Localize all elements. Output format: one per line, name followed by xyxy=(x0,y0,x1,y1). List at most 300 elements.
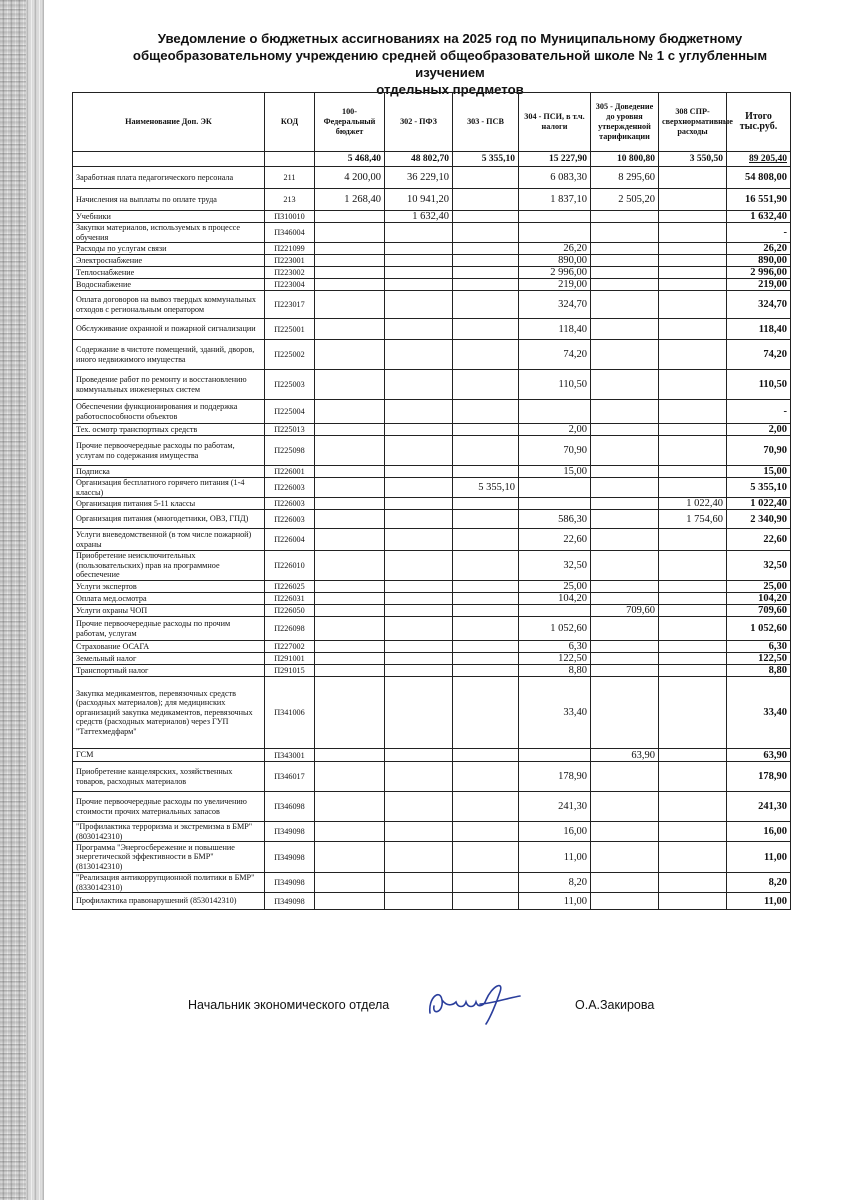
row-c100 xyxy=(315,243,385,255)
row-total: 1 022,40 xyxy=(727,498,791,510)
row-c302 xyxy=(385,641,453,653)
row-c305 xyxy=(591,466,659,478)
row-c100 xyxy=(315,400,385,424)
table-row xyxy=(73,762,791,792)
row-c100 xyxy=(315,792,385,822)
row-c308 xyxy=(659,167,727,189)
row-c305 xyxy=(591,873,659,893)
row-c100 xyxy=(315,593,385,605)
row-code: П349098 xyxy=(265,873,315,893)
row-c308 xyxy=(659,466,727,478)
row-c100: 4 200,00 xyxy=(315,167,385,189)
row-c303 xyxy=(453,255,519,267)
row-c303 xyxy=(453,893,519,910)
row-c304: 122,50 xyxy=(519,653,591,665)
header-code: КОД xyxy=(265,93,315,152)
row-c100 xyxy=(315,255,385,267)
table-header-row xyxy=(73,93,791,152)
row-c302 xyxy=(385,243,453,255)
row-c308 xyxy=(659,893,727,910)
row-code: П223002 xyxy=(265,267,315,279)
row-c305: 63,90 xyxy=(591,749,659,762)
row-c302 xyxy=(385,478,453,498)
totals-c308: 3 550,50 xyxy=(659,152,727,167)
row-c100 xyxy=(315,893,385,910)
row-total: 15,00 xyxy=(727,466,791,478)
row-c302 xyxy=(385,223,453,243)
row-code: П226031 xyxy=(265,593,315,605)
row-name: Профилактика правонарушений (8530142310) xyxy=(73,893,265,910)
table-row xyxy=(73,370,791,400)
row-c308 xyxy=(659,653,727,665)
table-row xyxy=(73,255,791,267)
row-total: 16,00 xyxy=(727,822,791,842)
row-c100 xyxy=(315,605,385,617)
row-c305 xyxy=(591,279,659,291)
row-code: 211 xyxy=(265,167,315,189)
row-c100 xyxy=(315,370,385,400)
row-c302: 36 229,10 xyxy=(385,167,453,189)
row-c305 xyxy=(591,510,659,529)
totals-c302: 48 802,70 xyxy=(385,152,453,167)
table-row xyxy=(73,617,791,641)
row-code: П226004 xyxy=(265,529,315,551)
row-c305 xyxy=(591,267,659,279)
row-code: 213 xyxy=(265,189,315,211)
row-c304: 8,80 xyxy=(519,665,591,677)
row-c305: 709,60 xyxy=(591,605,659,617)
row-total: 25,00 xyxy=(727,581,791,593)
row-c304: 33,40 xyxy=(519,677,591,749)
row-c100 xyxy=(315,641,385,653)
row-c308 xyxy=(659,762,727,792)
document-title xyxy=(110,30,790,98)
row-c305 xyxy=(591,498,659,510)
row-c303 xyxy=(453,677,519,749)
row-c308 xyxy=(659,605,727,617)
table-row xyxy=(73,498,791,510)
row-c100 xyxy=(315,842,385,873)
row-c303: 5 355,10 xyxy=(453,478,519,498)
row-c100 xyxy=(315,340,385,370)
row-name: "Профилактика терроризма и экстремизма в БМР" (8030142310) xyxy=(73,822,265,842)
table-row xyxy=(73,842,791,873)
row-total: 178,90 xyxy=(727,762,791,792)
row-c304: 2 996,00 xyxy=(519,267,591,279)
row-c308 xyxy=(659,792,727,822)
totals-code xyxy=(265,152,315,167)
row-c305 xyxy=(591,792,659,822)
row-total: 122,50 xyxy=(727,653,791,665)
row-c308 xyxy=(659,873,727,893)
row-c308 xyxy=(659,243,727,255)
row-total: 2,00 xyxy=(727,424,791,436)
row-total: 104,20 xyxy=(727,593,791,605)
row-code: П346017 xyxy=(265,762,315,792)
row-code: П349098 xyxy=(265,842,315,873)
row-total: 1 632,40 xyxy=(727,211,791,223)
row-c302 xyxy=(385,653,453,665)
row-c304: 1 837,10 xyxy=(519,189,591,211)
totals-row xyxy=(73,152,791,167)
row-name: Начисления на выплаты по оплате труда xyxy=(73,189,265,211)
row-code: П225002 xyxy=(265,340,315,370)
row-c302 xyxy=(385,822,453,842)
row-total: 26,20 xyxy=(727,243,791,255)
row-total: 32,50 xyxy=(727,551,791,581)
title-line-2: общеобразовательному учреждению средней общеобразовательной школе № 1 с углубленным изучением xyxy=(132,48,768,80)
row-c100 xyxy=(315,581,385,593)
row-c308 xyxy=(659,370,727,400)
row-c308 xyxy=(659,641,727,653)
table-row xyxy=(73,593,791,605)
header-name: Наименование Доп. ЭК xyxy=(73,93,265,152)
row-total: 8,20 xyxy=(727,873,791,893)
row-c303 xyxy=(453,605,519,617)
row-c305 xyxy=(591,211,659,223)
row-c308 xyxy=(659,267,727,279)
row-c302 xyxy=(385,665,453,677)
row-code: П225098 xyxy=(265,436,315,466)
row-name: Транспортный налог xyxy=(73,665,265,677)
row-c304: 110,50 xyxy=(519,370,591,400)
title-line-1: Уведомление о бюджетных ассигнованиях на 2025 год по Муниципальному бюджетному xyxy=(157,31,743,46)
row-c305 xyxy=(591,291,659,319)
table-row xyxy=(73,822,791,842)
row-code: П346098 xyxy=(265,792,315,822)
row-name: Тех. осмотр транспортных средств xyxy=(73,424,265,436)
header-c303: 303 - ПСВ xyxy=(453,93,519,152)
row-c305 xyxy=(591,436,659,466)
row-c302 xyxy=(385,436,453,466)
row-c302 xyxy=(385,319,453,340)
table-row xyxy=(73,436,791,466)
row-c100 xyxy=(315,498,385,510)
row-c304: 118,40 xyxy=(519,319,591,340)
row-c304: 1 052,60 xyxy=(519,617,591,641)
row-c305 xyxy=(591,593,659,605)
row-total: 118,40 xyxy=(727,319,791,340)
row-total: 5 355,10 xyxy=(727,478,791,498)
row-c304 xyxy=(519,400,591,424)
table-row xyxy=(73,478,791,498)
row-name: Земельный налог xyxy=(73,653,265,665)
row-c308 xyxy=(659,340,727,370)
row-total: 241,30 xyxy=(727,792,791,822)
header-c302: 302 - ПФЗ xyxy=(385,93,453,152)
row-c308 xyxy=(659,211,727,223)
totals-total: 89 205,40 xyxy=(727,152,791,167)
row-c302 xyxy=(385,400,453,424)
row-c302 xyxy=(385,749,453,762)
row-c303 xyxy=(453,424,519,436)
row-c100 xyxy=(315,291,385,319)
row-c308 xyxy=(659,436,727,466)
row-c304 xyxy=(519,478,591,498)
row-c100 xyxy=(315,873,385,893)
row-name: Оплата мед.осмотра xyxy=(73,593,265,605)
row-name: ГСМ xyxy=(73,749,265,762)
table-row xyxy=(73,267,791,279)
row-total: 2 996,00 xyxy=(727,267,791,279)
row-name: Страхование ОСАГА xyxy=(73,641,265,653)
row-name: Водоснабжение xyxy=(73,279,265,291)
row-c303 xyxy=(453,498,519,510)
row-total: - xyxy=(727,223,791,243)
table-row xyxy=(73,319,791,340)
row-c100 xyxy=(315,478,385,498)
row-c302 xyxy=(385,581,453,593)
row-c308 xyxy=(659,319,727,340)
table-row xyxy=(73,893,791,910)
row-c100 xyxy=(315,466,385,478)
row-c100 xyxy=(315,211,385,223)
row-name: Электроснабжение xyxy=(73,255,265,267)
row-c303 xyxy=(453,436,519,466)
row-c308 xyxy=(659,617,727,641)
row-c302: 10 941,20 xyxy=(385,189,453,211)
row-name: Услуги охраны ЧОП xyxy=(73,605,265,617)
table-row xyxy=(73,641,791,653)
handwritten-signature xyxy=(420,978,530,1028)
row-c304: 178,90 xyxy=(519,762,591,792)
row-name: Организация питания (многодетники, ОВЗ, ГПД) xyxy=(73,510,265,529)
row-total: 219,00 xyxy=(727,279,791,291)
table-row xyxy=(73,279,791,291)
table-row xyxy=(73,211,791,223)
header-c308: 308 СПР-сверхнормативные расходы xyxy=(659,93,727,152)
row-c302 xyxy=(385,340,453,370)
table-row xyxy=(73,167,791,189)
row-total: 16 551,90 xyxy=(727,189,791,211)
row-total: 54 808,00 xyxy=(727,167,791,189)
row-c100 xyxy=(315,749,385,762)
row-c303 xyxy=(453,581,519,593)
row-c302 xyxy=(385,529,453,551)
row-c308 xyxy=(659,749,727,762)
row-c305 xyxy=(591,677,659,749)
row-c304: 890,00 xyxy=(519,255,591,267)
row-c303 xyxy=(453,617,519,641)
row-c305 xyxy=(591,223,659,243)
row-code: П346004 xyxy=(265,223,315,243)
row-c100 xyxy=(315,319,385,340)
row-total: 74,20 xyxy=(727,340,791,370)
row-name: Организация бесплатного горячего питания (1-4 классы) xyxy=(73,478,265,498)
row-code: П226010 xyxy=(265,551,315,581)
row-total: 709,60 xyxy=(727,605,791,617)
row-c304: 586,30 xyxy=(519,510,591,529)
row-c308 xyxy=(659,291,727,319)
row-c302 xyxy=(385,498,453,510)
row-total: - xyxy=(727,400,791,424)
row-c302 xyxy=(385,605,453,617)
row-total: 11,00 xyxy=(727,893,791,910)
table-row xyxy=(73,749,791,762)
row-c302 xyxy=(385,893,453,910)
row-c308 xyxy=(659,529,727,551)
row-c303 xyxy=(453,340,519,370)
row-c305 xyxy=(591,641,659,653)
row-c305 xyxy=(591,653,659,665)
row-c303 xyxy=(453,653,519,665)
row-name: Закупка медикаментов, перевязочных средств (расходных материалов); для медицинских организаций закупка медикаментов, перевязочных средств (расходных материалов) через ГУП "Таттехмедфарм" xyxy=(73,677,265,749)
row-total: 890,00 xyxy=(727,255,791,267)
row-code: П341006 xyxy=(265,677,315,749)
header-c304: 304 - ПСИ, в т.ч. налоги xyxy=(519,93,591,152)
row-c100 xyxy=(315,223,385,243)
row-c308 xyxy=(659,424,727,436)
row-c303 xyxy=(453,665,519,677)
row-c100 xyxy=(315,677,385,749)
row-name: "Реализация антикоррупционной политики в БМР" (8330142310) xyxy=(73,873,265,893)
row-total: 11,00 xyxy=(727,842,791,873)
row-code: П226003 xyxy=(265,498,315,510)
row-c305 xyxy=(591,762,659,792)
row-c302 xyxy=(385,510,453,529)
row-name: Заработная плата педагогического персонала xyxy=(73,167,265,189)
row-c304: 74,20 xyxy=(519,340,591,370)
row-name: Организация питания 5-11 классы xyxy=(73,498,265,510)
row-c305: 8 295,60 xyxy=(591,167,659,189)
table-row xyxy=(73,510,791,529)
header-c100: 100-Федеральный бюджет xyxy=(315,93,385,152)
row-c304: 22,60 xyxy=(519,529,591,551)
row-c304: 25,00 xyxy=(519,581,591,593)
row-code: П225004 xyxy=(265,400,315,424)
signature-block xyxy=(0,990,848,1050)
row-name: Теплоснабжение xyxy=(73,267,265,279)
row-c305 xyxy=(591,529,659,551)
row-c305 xyxy=(591,893,659,910)
row-name: Подписка xyxy=(73,466,265,478)
row-c305 xyxy=(591,822,659,842)
row-c302 xyxy=(385,792,453,822)
row-code: П291001 xyxy=(265,653,315,665)
row-c305: 2 505,20 xyxy=(591,189,659,211)
table-row xyxy=(73,605,791,617)
row-code: П349098 xyxy=(265,822,315,842)
row-c308 xyxy=(659,822,727,842)
table-row xyxy=(73,551,791,581)
row-c303 xyxy=(453,211,519,223)
row-c100 xyxy=(315,551,385,581)
row-c304: 16,00 xyxy=(519,822,591,842)
row-c304 xyxy=(519,498,591,510)
row-code: П221099 xyxy=(265,243,315,255)
row-c302 xyxy=(385,279,453,291)
row-c304: 104,20 xyxy=(519,593,591,605)
row-c302 xyxy=(385,677,453,749)
row-c302 xyxy=(385,873,453,893)
row-name: Услуги вневедомственной (в том числе пожарной) охраны xyxy=(73,529,265,551)
row-c303 xyxy=(453,593,519,605)
row-total: 2 340,90 xyxy=(727,510,791,529)
row-c303 xyxy=(453,223,519,243)
row-c303 xyxy=(453,267,519,279)
row-c302 xyxy=(385,593,453,605)
row-c303 xyxy=(453,466,519,478)
table-row xyxy=(73,466,791,478)
row-name: Закупки материалов, используемых в процессе обучения xyxy=(73,223,265,243)
row-c305 xyxy=(591,617,659,641)
header-c305: 305 - Доведение до уровня утвержденной тарификации xyxy=(591,93,659,152)
row-c302 xyxy=(385,255,453,267)
row-c304: 6 083,30 xyxy=(519,167,591,189)
row-name: Прочие первоочередные расходы по прочим работам, услугам xyxy=(73,617,265,641)
row-c308 xyxy=(659,478,727,498)
row-code: П226050 xyxy=(265,605,315,617)
row-c308: 1 754,60 xyxy=(659,510,727,529)
row-c100 xyxy=(315,822,385,842)
row-c305 xyxy=(591,665,659,677)
row-code: П310010 xyxy=(265,211,315,223)
row-total: 33,40 xyxy=(727,677,791,749)
row-c304: 26,20 xyxy=(519,243,591,255)
row-c304: 8,20 xyxy=(519,873,591,893)
header-total: Итого тыс.руб. xyxy=(727,93,791,152)
row-code: П227002 xyxy=(265,641,315,653)
row-c304 xyxy=(519,605,591,617)
row-c100 xyxy=(315,617,385,641)
row-c303 xyxy=(453,529,519,551)
row-c303 xyxy=(453,822,519,842)
row-c304: 11,00 xyxy=(519,842,591,873)
row-name: Приобретение неисключительных (пользовательских) прав на программное обеспечение xyxy=(73,551,265,581)
row-c302 xyxy=(385,291,453,319)
row-c303 xyxy=(453,873,519,893)
row-c100 xyxy=(315,529,385,551)
row-c305 xyxy=(591,370,659,400)
table-row xyxy=(73,677,791,749)
table-row xyxy=(73,223,791,243)
row-c305 xyxy=(591,551,659,581)
row-total: 1 052,60 xyxy=(727,617,791,641)
row-code: П225001 xyxy=(265,319,315,340)
row-code: П226003 xyxy=(265,478,315,498)
table-row xyxy=(73,400,791,424)
row-c304: 2,00 xyxy=(519,424,591,436)
row-c303 xyxy=(453,400,519,424)
row-total: 70,90 xyxy=(727,436,791,466)
row-c308 xyxy=(659,400,727,424)
table-row xyxy=(73,243,791,255)
table-row xyxy=(73,581,791,593)
row-c303 xyxy=(453,279,519,291)
row-c305 xyxy=(591,842,659,873)
row-code: П226025 xyxy=(265,581,315,593)
row-c303 xyxy=(453,842,519,873)
row-c302 xyxy=(385,762,453,792)
row-c303 xyxy=(453,641,519,653)
row-c303 xyxy=(453,749,519,762)
row-c100 xyxy=(315,424,385,436)
row-c308 xyxy=(659,223,727,243)
row-code: П291015 xyxy=(265,665,315,677)
row-c305 xyxy=(591,581,659,593)
row-c100 xyxy=(315,665,385,677)
row-c308 xyxy=(659,593,727,605)
table-row xyxy=(73,792,791,822)
row-code: П223004 xyxy=(265,279,315,291)
row-total: 63,90 xyxy=(727,749,791,762)
row-code: П223017 xyxy=(265,291,315,319)
row-c308 xyxy=(659,677,727,749)
row-c302 xyxy=(385,551,453,581)
row-c308 xyxy=(659,189,727,211)
row-name: Прочие первоочередные расходы по работам, услугам по содержания имущества xyxy=(73,436,265,466)
row-c304: 32,50 xyxy=(519,551,591,581)
